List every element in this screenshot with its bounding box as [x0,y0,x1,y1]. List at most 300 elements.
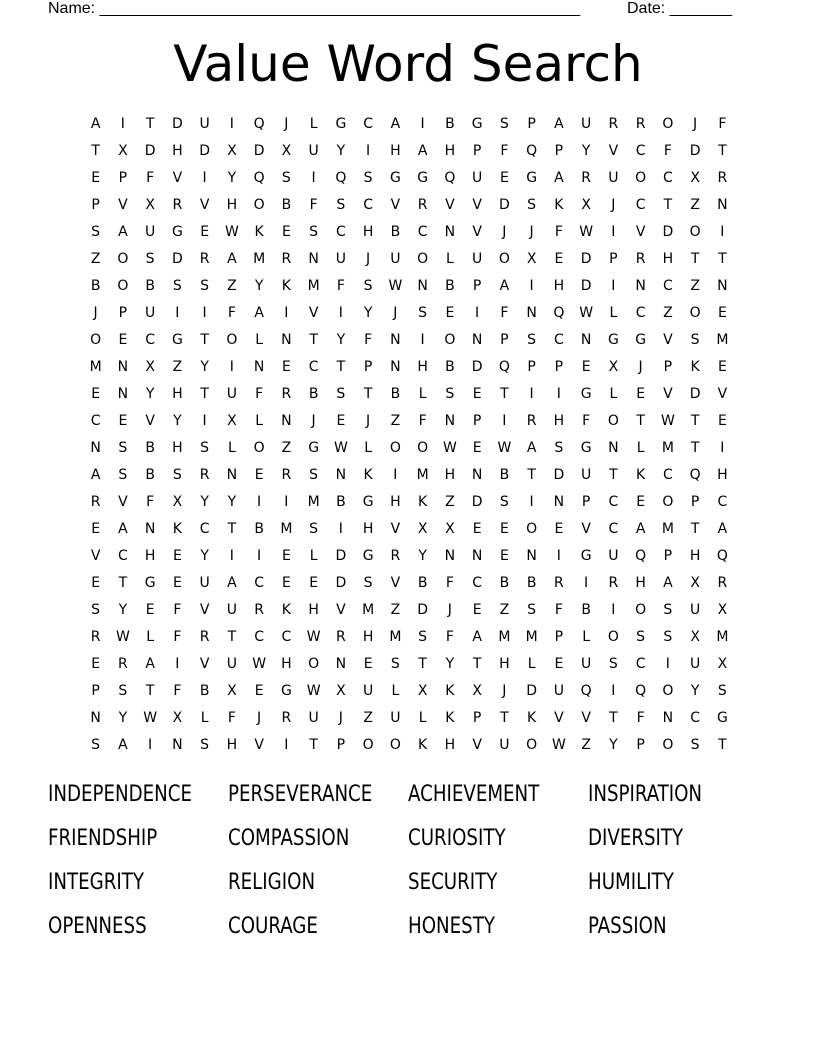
grid-cell[interactable]: G [526,170,538,186]
grid-cell[interactable]: R [554,575,564,591]
grid-cell[interactable]: S [554,440,564,456]
grid-cell[interactable]: Q [635,683,647,699]
grid-cell[interactable]: T [309,332,318,348]
grid-cell[interactable]: U [608,548,619,564]
grid-cell[interactable]: S [527,197,537,213]
grid-cell[interactable]: H [444,737,456,753]
grid-cell[interactable]: S [145,251,155,267]
grid-cell[interactable]: P [554,143,564,159]
grid-cell[interactable]: T [718,251,727,267]
grid-cell[interactable]: E [472,386,482,402]
grid-cell[interactable]: T [690,440,700,456]
grid-cell[interactable]: E [118,332,128,348]
grid-cell[interactable]: G [171,332,183,348]
grid-cell[interactable]: U [472,251,483,267]
grid-cell[interactable]: G [389,170,401,186]
grid-cell[interactable]: N [635,278,646,294]
grid-cell[interactable]: M [498,629,511,645]
grid-cell[interactable]: Y [200,359,209,375]
grid-cell[interactable]: V [172,170,183,186]
grid-cell[interactable]: B [90,278,101,294]
grid-cell[interactable]: E [717,359,727,375]
grid-cell[interactable]: P [581,494,591,510]
grid-cell[interactable]: C [254,629,265,645]
grid-cell[interactable]: I [202,170,207,186]
grid-cell[interactable]: B [499,467,510,483]
grid-cell[interactable]: W [660,413,675,429]
grid-cell[interactable]: P [527,116,536,132]
grid-cell[interactable]: W [497,440,512,456]
grid-cell[interactable]: Z [690,197,700,213]
grid-cell[interactable]: A [472,629,482,645]
grid-cell[interactable]: T [200,386,209,402]
grid-cell[interactable]: E [254,467,264,483]
grid-cell[interactable]: L [255,332,264,348]
grid-cell[interactable]: I [229,359,234,375]
grid-cell[interactable]: V [717,386,728,402]
grid-cell[interactable]: C [662,278,673,294]
grid-cell[interactable]: V [445,197,455,213]
grid-cell[interactable]: U [553,683,564,699]
grid-cell[interactable]: N [444,224,456,240]
grid-cell[interactable]: B [445,116,455,132]
grid-cell[interactable]: U [608,170,619,186]
grid-cell[interactable]: G [580,386,592,402]
grid-cell[interactable]: D [253,143,265,159]
grid-cell[interactable]: K [418,494,428,510]
grid-cell[interactable]: D [144,143,156,159]
grid-cell[interactable]: O [444,332,456,348]
grid-cell[interactable]: R [281,710,292,726]
grid-cell[interactable]: A [526,440,537,456]
grid-cell[interactable]: W [306,683,321,699]
grid-cell[interactable]: U [390,710,401,726]
grid-cell[interactable]: H [362,224,374,240]
grid-cell[interactable]: K [281,602,291,618]
grid-cell[interactable]: I [366,143,371,159]
grid-cell[interactable]: Z [690,278,700,294]
grid-cell[interactable]: T [690,251,700,267]
grid-cell[interactable]: M [307,494,320,510]
grid-cell[interactable]: K [554,197,564,213]
grid-cell[interactable]: F [255,386,264,402]
grid-cell[interactable]: H [689,548,701,564]
grid-cell[interactable]: M [362,602,375,618]
grid-cell[interactable]: O [607,413,619,429]
grid-cell[interactable]: U [308,710,319,726]
grid-cell[interactable]: F [554,224,563,240]
grid-cell[interactable]: E [499,521,509,537]
grid-cell[interactable]: E [281,548,291,564]
grid-cell[interactable]: Z [581,737,591,753]
grid-cell[interactable]: H [717,467,728,483]
grid-cell[interactable]: Q [526,143,538,159]
grid-cell[interactable]: I [420,116,425,132]
grid-cell[interactable]: C [281,629,292,645]
grid-cell[interactable]: J [257,710,262,726]
grid-cell[interactable]: F [336,278,345,294]
grid-cell[interactable]: P [554,359,564,375]
grid-cell[interactable]: M [716,332,729,348]
grid-cell[interactable]: F [227,710,236,726]
grid-cell[interactable]: U [499,737,510,753]
grid-cell[interactable]: I [475,305,480,321]
grid-cell[interactable]: P [91,683,100,699]
grid-cell[interactable]: S [118,440,128,456]
grid-cell[interactable]: Y [445,656,455,672]
grid-cell[interactable]: K [363,467,373,483]
grid-cell[interactable]: A [90,116,101,132]
grid-cell[interactable]: V [199,656,210,672]
grid-cell[interactable]: J [638,359,643,375]
grid-cell[interactable]: Y [336,332,346,348]
grid-cell[interactable]: S [499,494,509,510]
grid-cell[interactable]: M [307,278,320,294]
grid-cell[interactable]: V [199,602,210,618]
grid-cell[interactable]: T [690,413,700,429]
grid-cell[interactable]: I [611,602,616,618]
grid-cell[interactable]: W [143,710,158,726]
grid-cell[interactable]: R [581,170,591,186]
grid-cell[interactable]: S [663,629,673,645]
grid-cell[interactable]: U [145,224,156,240]
grid-cell[interactable]: Q [444,170,456,186]
grid-cell[interactable]: L [146,629,155,645]
grid-cell[interactable]: V [663,332,673,348]
grid-cell[interactable]: A [227,251,237,267]
grid-cell[interactable]: Y [173,413,182,429]
grid-cell[interactable]: N [662,710,674,726]
grid-cell[interactable]: T [609,710,618,726]
grid-cell[interactable]: I [529,386,534,402]
grid-cell[interactable]: N [308,251,319,267]
grid-cell[interactable]: S [608,656,618,672]
grid-cell[interactable]: M [716,629,729,645]
grid-cell[interactable]: E [145,602,155,618]
grid-cell[interactable]: A [227,575,237,591]
grid-cell[interactable]: E [717,413,727,429]
grid-cell[interactable]: N [390,359,401,375]
grid-cell[interactable]: S [690,332,700,348]
grid-cell[interactable]: N [335,467,347,483]
grid-cell[interactable]: H [172,386,183,402]
grid-cell[interactable]: S [663,602,673,618]
grid-cell[interactable]: E [281,575,291,591]
grid-cell[interactable]: A [118,224,128,240]
grid-cell[interactable]: F [309,197,318,213]
grid-cell[interactable]: B [254,521,264,537]
grid-cell[interactable]: C [90,413,101,429]
grid-cell[interactable]: I [202,305,207,321]
grid-cell[interactable]: S [281,170,291,186]
grid-cell[interactable]: O [635,602,647,618]
grid-cell[interactable]: T [690,521,700,537]
grid-cell[interactable]: G [362,494,374,510]
grid-cell[interactable]: H [553,278,565,294]
grid-cell[interactable]: T [227,521,237,537]
grid-cell[interactable]: S [336,386,346,402]
grid-cell[interactable]: R [608,116,619,132]
grid-cell[interactable]: J [393,305,398,321]
grid-cell[interactable]: K [418,737,428,753]
grid-cell[interactable]: G [171,224,183,240]
grid-cell[interactable]: F [636,710,645,726]
grid-cell[interactable]: L [418,386,427,402]
grid-cell[interactable]: H [635,575,646,591]
grid-cell[interactable]: J [502,224,507,240]
grid-cell[interactable]: J [611,197,616,213]
grid-cell[interactable]: T [527,467,536,483]
grid-cell[interactable]: J [447,602,452,618]
grid-cell[interactable]: E [472,440,482,456]
grid-cell[interactable]: V [472,224,482,240]
grid-cell[interactable]: O [498,251,510,267]
grid-cell[interactable]: S [309,224,319,240]
grid-cell[interactable]: D [689,143,701,159]
grid-cell[interactable]: N [281,413,292,429]
grid-cell[interactable]: T [636,413,645,429]
grid-cell[interactable]: M [389,629,402,645]
grid-cell[interactable]: G [144,575,156,591]
grid-cell[interactable]: M [89,359,102,375]
grid-cell[interactable]: V [390,575,401,591]
grid-cell[interactable]: R [199,629,210,645]
grid-cell[interactable]: O [308,656,320,672]
grid-cell[interactable]: M [525,629,538,645]
grid-cell[interactable]: I [257,494,262,510]
grid-cell[interactable]: X [417,683,428,699]
grid-cell[interactable]: C [472,575,483,591]
grid-cell[interactable]: X [690,629,700,645]
grid-cell[interactable]: V [608,143,619,159]
grid-cell[interactable]: B [581,602,591,618]
grid-cell[interactable]: J [693,116,698,132]
grid-cell[interactable]: X [281,143,292,159]
grid-cell[interactable]: J [311,413,316,429]
grid-cell[interactable]: N [390,332,401,348]
grid-cell[interactable]: Q [335,170,347,186]
grid-cell[interactable]: H [390,143,401,159]
grid-cell[interactable]: F [173,629,182,645]
grid-cell[interactable]: W [306,629,321,645]
grid-cell[interactable]: Q [498,359,510,375]
grid-cell[interactable]: I [611,278,616,294]
grid-cell[interactable]: I [529,494,534,510]
grid-cell[interactable]: P [663,548,673,564]
grid-cell[interactable]: B [145,278,155,294]
grid-cell[interactable]: C [553,332,564,348]
grid-cell[interactable]: V [390,521,401,537]
grid-cell[interactable]: O [662,116,674,132]
grid-cell[interactable]: V [581,521,591,537]
grid-cell[interactable]: G [335,116,347,132]
grid-cell[interactable]: Y [118,710,128,726]
grid-cell[interactable]: S [336,197,346,213]
grid-cell[interactable]: V [254,737,264,753]
grid-cell[interactable]: P [91,197,100,213]
grid-cell[interactable]: V [554,710,564,726]
grid-cell[interactable]: Z [172,359,183,375]
grid-cell[interactable]: C [363,116,374,132]
grid-cell[interactable]: I [720,440,725,456]
grid-cell[interactable]: T [609,467,618,483]
grid-cell[interactable]: A [254,305,264,321]
grid-cell[interactable]: I [202,413,207,429]
grid-cell[interactable]: Q [553,305,565,321]
grid-cell[interactable]: I [284,305,289,321]
grid-cell[interactable]: R [526,413,537,429]
grid-cell[interactable]: L [582,629,591,645]
grid-cell[interactable]: V [472,737,482,753]
grid-cell[interactable]: K [281,278,291,294]
grid-cell[interactable]: C [690,710,701,726]
grid-cell[interactable]: S [309,467,319,483]
grid-cell[interactable]: I [393,467,398,483]
grid-cell[interactable]: S [91,224,101,240]
grid-cell[interactable]: N [117,386,129,402]
grid-cell[interactable]: Q [253,170,265,186]
grid-cell[interactable]: K [172,521,182,537]
grid-cell[interactable]: S [636,629,646,645]
grid-cell[interactable]: C [717,494,728,510]
grid-cell[interactable]: G [471,116,483,132]
grid-cell[interactable]: R [199,251,210,267]
grid-cell[interactable]: Z [390,413,401,429]
grid-cell[interactable]: D [335,575,347,591]
grid-cell[interactable]: S [690,737,700,753]
grid-cell[interactable]: V [118,494,128,510]
grid-cell[interactable]: P [527,359,536,375]
grid-cell[interactable]: I [257,548,262,564]
grid-cell[interactable]: L [364,440,373,456]
grid-cell[interactable]: O [117,251,129,267]
grid-cell[interactable]: X [118,143,128,159]
grid-cell[interactable]: N [335,656,347,672]
grid-cell[interactable]: R [254,602,264,618]
grid-cell[interactable]: K [527,710,537,726]
grid-cell[interactable]: D [580,251,592,267]
grid-cell[interactable]: T [663,197,673,213]
grid-cell[interactable]: U [472,170,483,186]
grid-cell[interactable]: M [253,251,266,267]
grid-cell[interactable]: I [502,413,507,429]
grid-cell[interactable]: I [665,656,670,672]
grid-cell[interactable]: D [417,602,429,618]
name-field-label[interactable]: Name: ______________________________________________________ [48,0,581,17]
grid-cell[interactable]: V [199,197,210,213]
grid-cell[interactable]: C [199,521,210,537]
grid-cell[interactable]: C [145,332,156,348]
grid-cell[interactable]: D [689,386,701,402]
grid-cell[interactable]: Z [499,602,510,618]
grid-cell[interactable]: U [199,575,210,591]
grid-cell[interactable]: U [199,116,210,132]
grid-cell[interactable]: I [284,737,289,753]
grid-cell[interactable]: E [363,656,373,672]
grid-cell[interactable]: K [254,224,264,240]
grid-cell[interactable]: G [308,440,320,456]
grid-cell[interactable]: V [336,602,346,618]
grid-cell[interactable]: M [661,440,674,456]
grid-cell[interactable]: T [145,683,155,699]
grid-cell[interactable]: O [90,332,102,348]
grid-cell[interactable]: O [362,737,374,753]
grid-cell[interactable]: Q [689,467,701,483]
grid-cell[interactable]: Z [281,440,292,456]
grid-cell[interactable]: B [526,575,537,591]
grid-cell[interactable]: G [607,332,619,348]
grid-cell[interactable]: K [690,359,700,375]
grid-cell[interactable]: O [526,521,538,537]
grid-cell[interactable]: I [420,332,425,348]
grid-cell[interactable]: Y [690,683,700,699]
grid-cell[interactable]: N [580,332,592,348]
grid-cell[interactable]: S [363,170,373,186]
grid-cell[interactable]: J [284,116,289,132]
grid-cell[interactable]: F [364,332,373,348]
grid-cell[interactable]: T [200,332,209,348]
grid-cell[interactable]: U [226,656,237,672]
grid-cell[interactable]: F [718,116,727,132]
grid-cell[interactable]: F [500,143,509,159]
grid-cell[interactable]: K [636,467,646,483]
grid-cell[interactable]: T [418,656,427,672]
grid-cell[interactable]: E [636,494,646,510]
grid-cell[interactable]: W [252,656,267,672]
grid-cell[interactable]: M [661,521,674,537]
grid-cell[interactable]: D [171,116,183,132]
grid-cell[interactable]: T [472,656,482,672]
grid-cell[interactable]: H [226,737,238,753]
grid-cell[interactable]: H [444,467,456,483]
grid-cell[interactable]: H [499,656,510,672]
grid-cell[interactable]: O [607,629,619,645]
grid-cell[interactable]: N [471,332,483,348]
grid-cell[interactable]: N [444,413,456,429]
grid-cell[interactable]: N [117,359,129,375]
grid-cell[interactable]: M [280,521,293,537]
grid-cell[interactable]: E [172,548,182,564]
grid-cell[interactable]: R [118,656,128,672]
grid-cell[interactable]: K [445,710,455,726]
grid-cell[interactable]: S [200,737,210,753]
grid-cell[interactable]: X [145,197,155,213]
grid-cell[interactable]: J [502,683,507,699]
grid-cell[interactable]: E [91,656,101,672]
grid-cell[interactable]: C [635,143,646,159]
grid-cell[interactable]: N [90,440,101,456]
grid-cell[interactable]: S [499,116,509,132]
grid-cell[interactable]: P [472,278,482,294]
grid-cell[interactable]: V [581,710,591,726]
grid-cell[interactable]: Y [145,386,155,402]
grid-cell[interactable]: R [281,251,292,267]
grid-cell[interactable]: S [118,467,128,483]
grid-cell[interactable]: P [472,413,482,429]
grid-cell[interactable]: V [308,305,319,321]
grid-cell[interactable]: O [389,440,401,456]
grid-cell[interactable]: D [471,359,483,375]
grid-cell[interactable]: V [663,386,673,402]
grid-cell[interactable]: X [526,251,537,267]
grid-cell[interactable]: W [115,629,130,645]
grid-cell[interactable]: O [635,170,647,186]
grid-cell[interactable]: G [417,170,429,186]
grid-cell[interactable]: X [227,413,237,429]
grid-cell[interactable]: U [363,683,374,699]
grid-cell[interactable]: V [635,224,646,240]
grid-cell[interactable]: P [663,359,673,375]
